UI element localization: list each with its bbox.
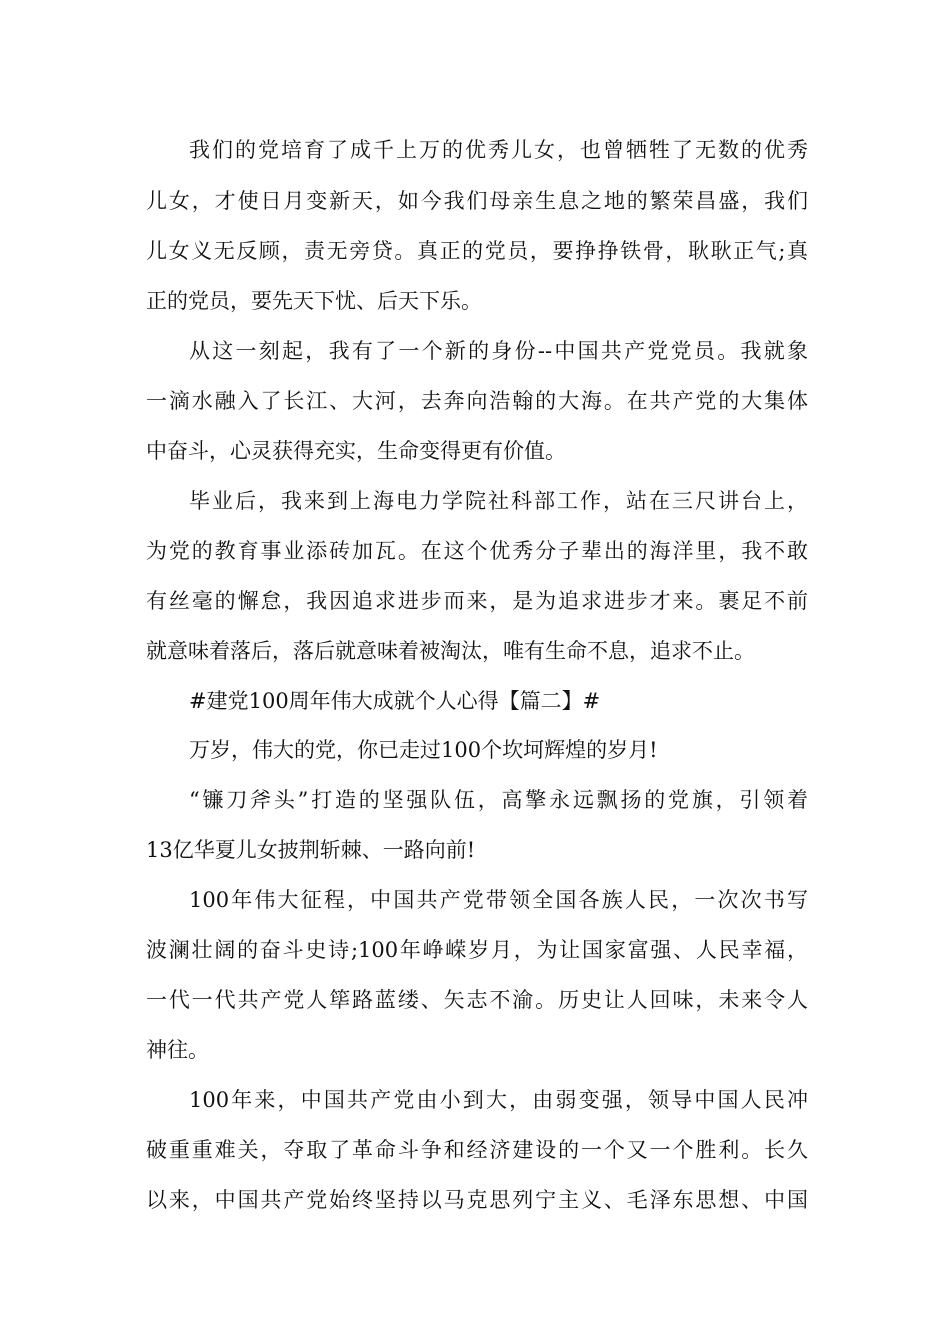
text-line: “镰刀斧头”打造的坚强队伍，高擎永远飘扬的党旗，引领着 [189,788,808,812]
text-line: 就意味着落后，落后就意味着被淘汰，唯有生命不息，追求不止。 [146,639,755,663]
text-line: 100年来，中国共产党由小到大，由弱变强，领导中国人民冲 [189,1088,808,1112]
text-line: 一滴水融入了长江、大河，去奔向浩翰的大海。在共产党的大集体 [146,389,808,413]
text-line: 万岁，伟大的党，你已走过100个坎坷辉煌的岁月! [189,738,658,762]
text-line: 一代一代共产党人筚路蓝缕、矢志不渝。历史让人回味，未来令人 [146,988,808,1012]
text-line: 以来，中国共产党始终坚持以马克思列宁主义、毛泽东思想、中国 [146,1188,808,1212]
text-line: 100年伟大征程，中国共产党带领全国各族人民，一次次书写 [189,888,808,912]
text-line: 神往。 [146,1038,209,1062]
text-line: 儿女义无反顾，责无旁贷。真正的党员，要挣挣铁骨，耿耿正气;真 [146,239,808,263]
text-line: 我们的党培育了成千上万的优秀儿女，也曾牺牲了无数的优秀 [189,138,808,162]
text-line: 正的党员，要先天下忧、后天下乐。 [146,289,482,313]
text-line: 从这一刻起，我有了一个新的身份--中国共产党党员。我就象 [189,339,808,363]
text-line: 破重重难关，夺取了革命斗争和经济建设的一个又一个胜利。长久 [146,1138,808,1162]
text-line: 毕业后，我来到上海电力学院社科部工作，站在三尺讲台上， [189,489,808,513]
text-line: 13亿华夏儿女披荆斩棘、一路向前! [146,838,476,862]
text-line: 中奋斗，心灵获得充实，生命变得更有价值。 [146,439,566,463]
text-line: 为党的教育事业添砖加瓦。在这个优秀分子辈出的海洋里，我不敢 [146,539,808,563]
text-line: 儿女，才使日月变新天，如今我们母亲生息之地的繁荣昌盛，我们 [146,189,808,213]
text-line: 有丝毫的懈怠，我因追求进步而来，是为追求进步才来。裹足不前 [146,589,808,613]
text-line: 波澜壮阔的奋斗史诗;100年峥嵘岁月，为让国家富强、人民幸福， [146,938,808,962]
section-heading: #建党100周年伟大成就个人心得【篇二】# [189,689,601,713]
